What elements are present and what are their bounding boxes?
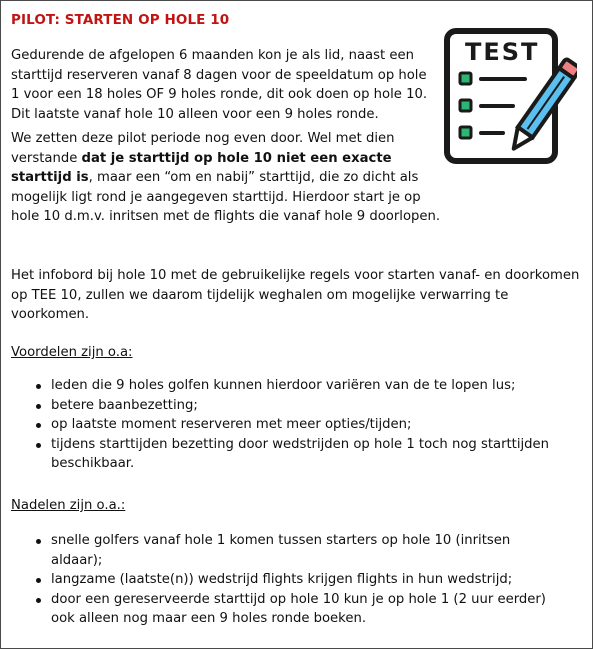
pros-heading: Voordelen zijn o.a:	[11, 345, 133, 360]
test-icon-label: TEST	[465, 38, 540, 66]
continuation-paragraph	[11, 129, 443, 227]
pros-item: op laatste moment reserveren met meer opties/tijden;	[1, 415, 561, 435]
cons-item: door een gereserveerde starttijd op hole 10 kun je op hole 1 (2 uur eerder) ook alleen nog maar een 9 holes ronde boeken.	[1, 590, 561, 629]
continuation-text-bold: dat je starttijd op hole 10 niet een exacte starttijd is	[11, 150, 392, 185]
continuation-text-start: We zetten deze pilot periode nog even door. Wel met dien verstande	[11, 131, 395, 166]
cons-item: snelle golfers vanaf hole 1 komen tussen starters op hole 10 (inritsen aldaar);	[1, 531, 561, 570]
test-checklist-pencil-icon	[441, 23, 577, 165]
infobord-paragraph: Het infobord bij hole 10 met de gebruikelijke regels voor starten vanaf- en doorkomen op TEE 10, zullen we daarom tijdelijk weghalen om mogelijke verwarring te voorkomen.	[11, 268, 580, 322]
cons-list	[1, 531, 561, 629]
pros-item: tijdens starttijden bezetting door wedstrijden op hole 1 toch nog starttijden beschikbaar.	[1, 435, 561, 474]
cons-heading: Nadelen zijn o.a.:	[11, 498, 126, 513]
pros-item: betere baanbezetting;	[1, 396, 561, 416]
pros-list	[1, 376, 561, 474]
intro-paragraph: Gedurende de afgelopen 6 maanden kon je als lid, naast een starttijd reserveren vanaf 8 dagen voor de speeldatum op hole 1 voor een 18 holes OF 9 holes ronde, dit ook doen op hole 10. Dit laatste vanaf hole 10 alleen voor een 9 holes ronde.	[11, 48, 428, 122]
continuation-text-end: , maar een “om en nabij” starttijd, die zo dicht als mogelijk ligt rond je aangegeven starttijd. Hierdoor start je op hole 10 d.m.v. inritsen met de flights die vanaf hole 9 doorlopen.	[11, 170, 441, 224]
pros-item: leden die 9 holes golfen kunnen hierdoor variëren van de te lopen lus;	[1, 376, 561, 396]
article-title: PILOT: STARTEN OP HOLE 10	[11, 12, 230, 28]
cons-item: langzame (laatste(n)) wedstrijd flights krijgen flights in hun wedstrijd;	[1, 570, 561, 590]
